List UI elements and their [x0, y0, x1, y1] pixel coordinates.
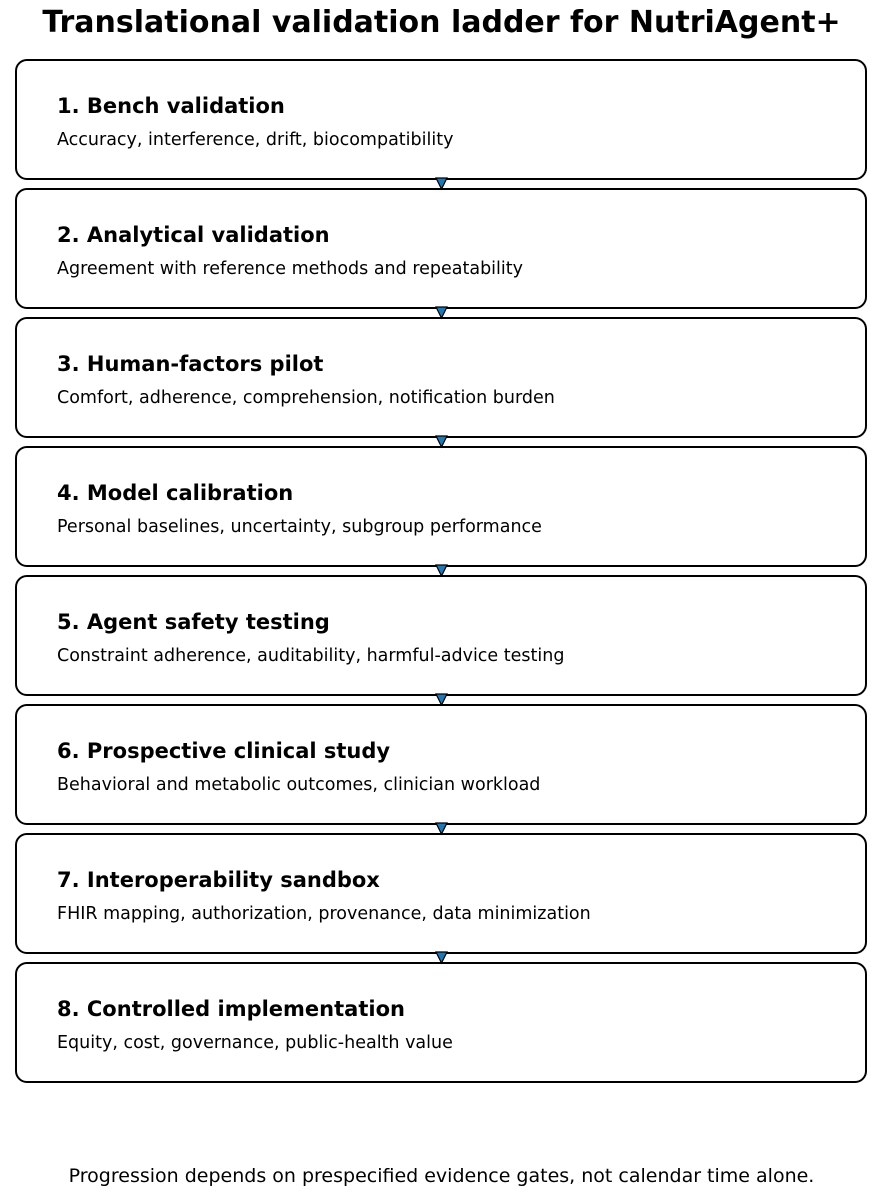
step-title: 3. Human-factors pilot — [57, 352, 324, 376]
step-description: Accuracy, interference, drift, biocompatibility — [57, 130, 454, 150]
step-description: Behavioral and metabolic outcomes, clinician workload — [57, 775, 541, 795]
step-title: 2. Analytical validation — [57, 223, 330, 247]
step-box-2 — [15, 188, 867, 309]
step-description: Personal baselines, uncertainty, subgroup performance — [57, 517, 542, 537]
step-description: Agreement with reference methods and repeatability — [57, 259, 523, 279]
step-description: Constraint adherence, auditability, harmful-advice testing — [57, 646, 565, 666]
step-box-1 — [15, 59, 867, 180]
diagram-title: Translational validation ladder for NutriAgent+ — [42, 5, 841, 40]
step-box-6 — [15, 704, 867, 825]
step-box-7 — [15, 833, 867, 954]
step-title: 6. Prospective clinical study — [57, 739, 391, 763]
step-description: Equity, cost, governance, public-health value — [57, 1033, 453, 1053]
footnote: Progression depends on prespecified evidence gates, not calendar time alone. — [68, 1165, 815, 1187]
step-description: FHIR mapping, authorization, provenance, data minimization — [57, 904, 591, 924]
step-title: 7. Interoperability sandbox — [57, 868, 380, 892]
step-title: 1. Bench validation — [57, 94, 285, 118]
step-box-5 — [15, 575, 867, 696]
step-title: 8. Controlled implementation — [57, 997, 405, 1021]
step-title: 4. Model calibration — [57, 481, 294, 505]
step-box-3 — [15, 317, 867, 438]
step-description: Comfort, adherence, comprehension, notification burden — [57, 388, 555, 408]
step-box-4 — [15, 446, 867, 567]
step-box-8 — [15, 962, 867, 1083]
step-title: 5. Agent safety testing — [57, 610, 330, 634]
